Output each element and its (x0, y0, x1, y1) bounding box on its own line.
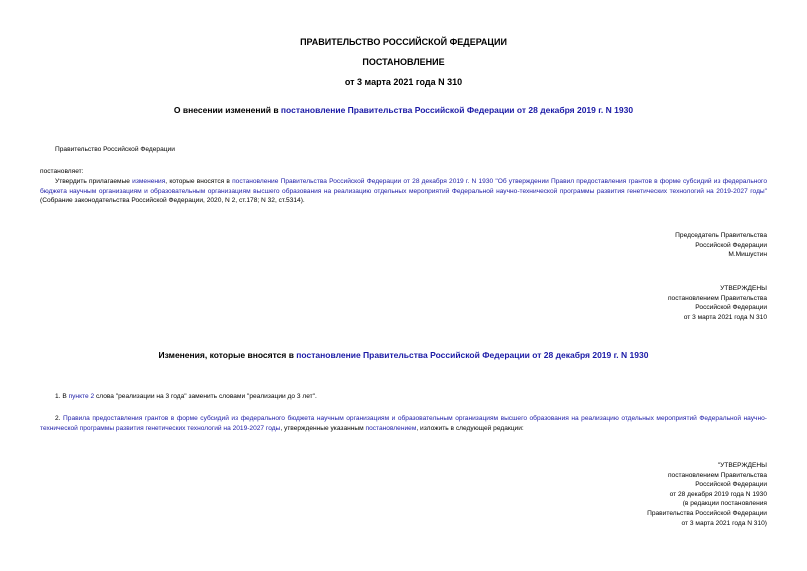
paragraph-1-text-b: , которые вносятся в (165, 178, 233, 185)
document-title (0, 105, 807, 115)
rules-link[interactable]: Правила предоставления грантов в форме субсидий из федерального бюджета научным организациям и образовательным организациям высшего образования на реализацию отдельных мероприятий Федеральной научно-технической программы развития генетических технологий на 2019-2027 годы (40, 415, 767, 432)
approved2-line-6: Правительства Российской Федерации (647, 509, 767, 517)
approved-block-2 (647, 461, 767, 528)
signature-block (675, 231, 767, 260)
document-title-text: О внесении изменений в (173, 105, 281, 115)
approved2-line-5: (в редакции постановления (682, 500, 767, 508)
approved2-line-7: от 3 марта 2021 года N 310) (681, 519, 767, 527)
approved-line-4: от 3 марта 2021 года N 310 (683, 313, 767, 321)
approved2-line-1: "УТВЕРЖДЕНЫ (717, 462, 767, 469)
government-heading: ПРАВИТЕЛЬСТВО РОССИЙСКОЙ ФЕДЕРАЦИИ (300, 37, 507, 47)
changes-link[interactable]: изменения (132, 178, 166, 185)
signature-line-2: Российской Федерации (695, 241, 767, 249)
document-type: ПОСТАНОВЛЕНИЕ (362, 57, 445, 67)
item-1 (55, 392, 317, 402)
signature-line-3: М.Мишустин (728, 251, 767, 259)
item-2 (40, 414, 767, 433)
approved-line-2: постановлением Правительства (667, 294, 767, 302)
paragraph-1-text-c: (Собрание законодательства Российской Федерации, 2020, N 2, ст.178; N 32, ст.5314). (40, 197, 305, 205)
paragraph-1 (40, 177, 767, 206)
approved-line-1: УТВЕРЖДЕНЫ (720, 285, 767, 292)
resolution-link[interactable]: постановлением (365, 424, 417, 432)
section-title (0, 350, 807, 360)
resolves-text: постановляет: (40, 168, 84, 175)
approved-block (668, 284, 767, 322)
section-title-link[interactable]: постановление Правительства Российской Федерации от 28 декабря 2019 г. N 1930 (296, 350, 649, 360)
issuer-text: Правительство Российской Федерации (55, 146, 175, 153)
item-2-text-c: , изложить в следующей редакции: (416, 424, 524, 432)
document-title-link[interactable]: постановление Правительства Российской Федерации от 28 декабря 2019 г. N 1930 (280, 105, 634, 115)
item-1-text-b: слова "реализации на 3 года" заменить словами "реализации до 3 лет". (94, 393, 317, 400)
approved-line-3: Российской Федерации (695, 304, 767, 312)
section-title-text: Изменения, которые вносятся в (158, 350, 297, 360)
item-1-text-a: 1. В (55, 393, 69, 400)
item-2-text-a: 2. (55, 415, 64, 422)
resolution-1930-link[interactable]: постановление Правительства Российской Федерации от 28 декабря 2019 г. N 1930 "Об утверждении Правил предоставления грантов в форме субсидий из федерального бюджета научным организациям и образовательным организациям высшего образования на реализацию отдельных мероприятий Федеральной научно-технической программы развития генетических технологий на 2019-2027 годы" (40, 178, 767, 195)
item-2-text-b: , утвержденные указанным (280, 424, 366, 432)
approved2-line-3: Российской Федерации (695, 481, 767, 489)
document-date-number: от 3 марта 2021 года N 310 (344, 77, 463, 87)
signature-line-1: Председатель Правительства (675, 232, 767, 239)
approved2-line-4: от 28 декабря 2019 года N 1930 (669, 490, 767, 498)
point-2-link[interactable]: пункте 2 (68, 393, 95, 400)
paragraph-1-text-a: Утвердить прилагаемые (55, 178, 133, 185)
approved2-line-2: постановлением Правительства (667, 471, 767, 479)
